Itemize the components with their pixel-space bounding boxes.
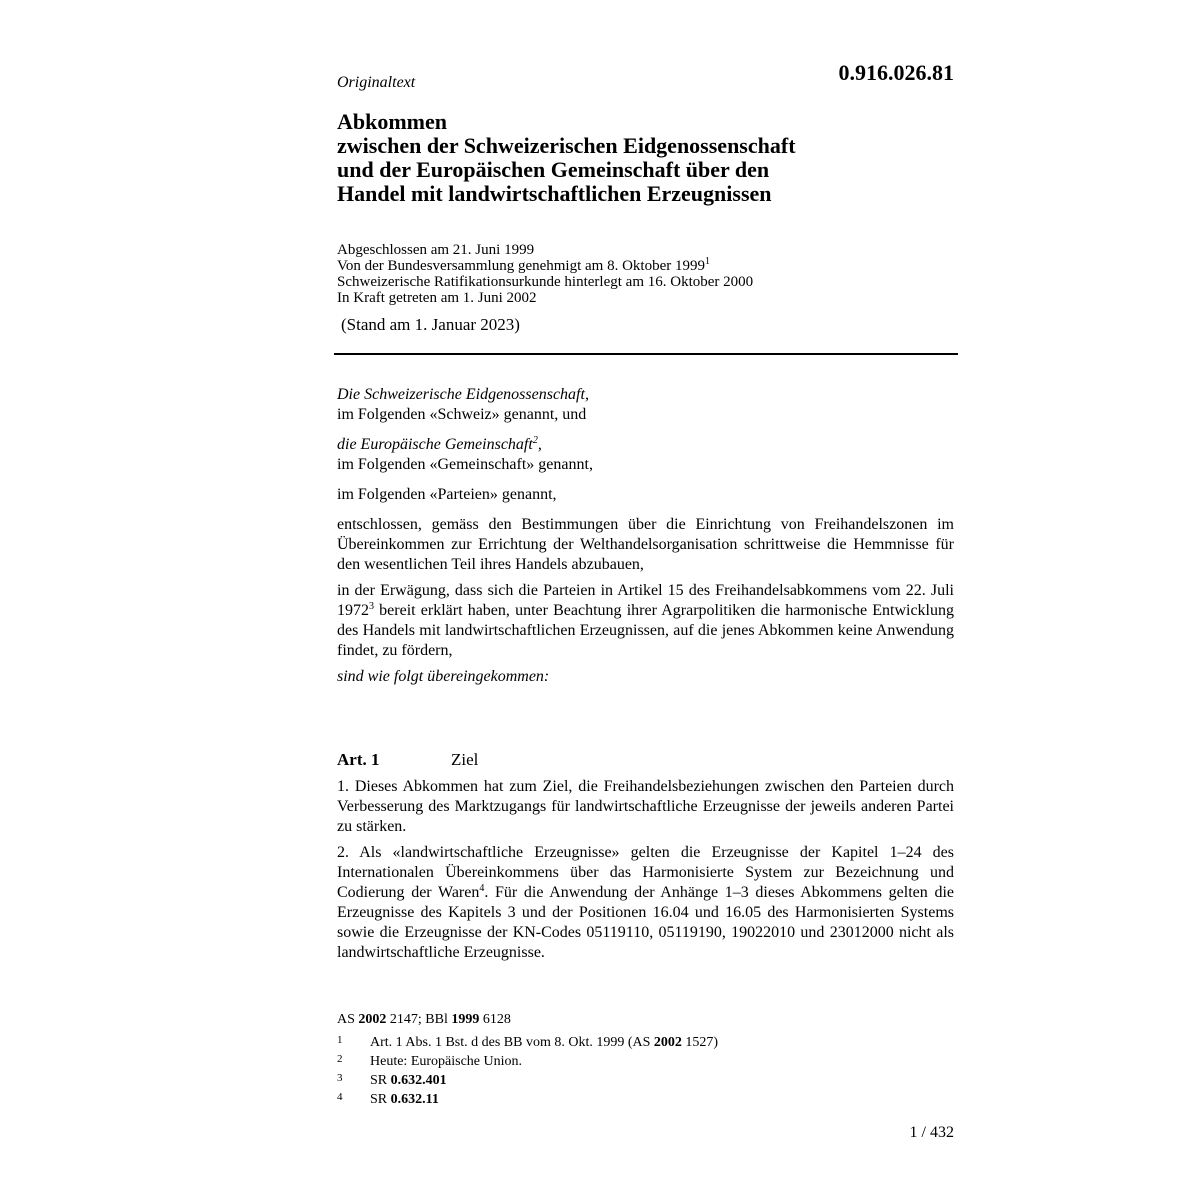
article-1-heading — [337, 750, 478, 770]
sr-number: 0.916.026.81 — [838, 60, 954, 85]
party2-name: die Europäische Gemeinschaft — [337, 436, 533, 453]
footnote-2 — [337, 1051, 718, 1070]
agreed-clause: sind wie folgt übereingekommen: — [337, 668, 550, 685]
footnote-number: 2 — [337, 1053, 343, 1065]
footnote-text: SR — [370, 1092, 391, 1107]
party-switzerland — [337, 385, 954, 425]
footnote-ref-1[interactable]: 1 — [705, 256, 710, 267]
party-community — [337, 435, 954, 475]
original-text-label: Originaltext — [337, 74, 416, 91]
footnote-text: Heute: Europäische Union. — [370, 1054, 523, 1069]
article-number: Art. 1 — [337, 750, 380, 769]
party2-alias: im Folgenden «Gemeinschaft» genannt, — [337, 456, 593, 473]
document-metadata — [337, 242, 753, 306]
para2-text-a: 2. Als «landwirtschaftliche Erzeugnisse» gelten die Erzeugnisse der Kapitel 1–24 des Internationalen Übereinkommens über das Harmonisierte System zur Bezeichnung und Codierung der Waren — [337, 844, 954, 901]
approval-text: Von der Bundesversammlung genehmigt am 8. Oktober 1999 — [337, 258, 705, 274]
footnote-bold[interactable]: 0.632.401 — [390, 1073, 447, 1088]
footnote-1 — [337, 1032, 718, 1051]
article-1-paragraph-1: 1. Dieses Abkommen hat zum Ziel, die Freihandelsbeziehungen zwischen den Parteien durch Verbesserung des Marktzugangs für landwirtschaftliche Erzeugnisse der jeweils anderen Partei zu stärken. — [337, 778, 954, 835]
official-sources — [337, 1012, 511, 1028]
footnote-number: 1 — [337, 1034, 343, 1046]
as-year: 2002 — [358, 1012, 387, 1027]
bbl-year: 1999 — [451, 1012, 480, 1027]
footnote-ref-2[interactable]: 2 — [532, 435, 538, 446]
concluded-date: Abgeschlossen am 21. Juni 1999 — [337, 242, 535, 258]
article-1-paragraph-2 — [337, 843, 954, 963]
recital2-text-a: in der Erwägung, dass sich die Parteien in Artikel 15 des Freihandelsabkommens vom 22. Juli 1972 — [337, 582, 954, 619]
as-page: 2147; BBl — [386, 1012, 452, 1027]
status-date: (Stand am 1. Januar 2023) — [341, 315, 520, 334]
para2-text-b: . Für die Anwendung der Anhänge 1–3 dieses Abkommens gelten die Erzeugnisse des Kapitels 3 und der Positionen 16.04 und 16.05 des Harmonisierten Systems sowie die Erzeugnisse der KN-Codes 05119110, 05119190, 19022010 und 23012000 nicht als landwirtschaftliche Erzeugnisse. — [337, 884, 954, 961]
header-divider — [334, 353, 958, 355]
footnote-text: SR — [370, 1073, 391, 1088]
footnote-text-end: 1527) — [681, 1035, 719, 1050]
footnote-3 — [337, 1070, 718, 1089]
party1-name: Die Schweizerische Eidgenossenschaft, — [337, 386, 589, 403]
document-title — [337, 110, 796, 206]
bbl-page: 6128 — [479, 1012, 511, 1027]
approval-date — [337, 258, 753, 274]
title-line-4: Handel mit landwirtschaftlichen Erzeugnissen — [337, 181, 772, 206]
title-line-1: Abkommen — [337, 109, 448, 134]
footnote-ref-4[interactable]: 4 — [479, 883, 485, 894]
article-title: Ziel — [451, 750, 479, 769]
preamble — [337, 385, 954, 693]
title-line-2: zwischen der Schweizerischen Eidgenossenschaft — [337, 133, 796, 158]
as-label: AS — [337, 1012, 359, 1027]
title-line-3: und der Europäischen Gemeinschaft über den — [337, 157, 770, 182]
recital-1: entschlossen, gemäss den Bestimmungen über die Einrichtung von Freihandelszonen im Übereinkommen zur Errichtung der Welthandelsorganisation schrittweise die Hemmnisse für den wesentlichen Teil ihres Handels abzubauen, — [337, 516, 954, 573]
party2-comma: , — [537, 436, 542, 453]
ratification-date: Schweizerische Ratifikationsurkunde hinterlegt am 16. Oktober 2000 — [337, 274, 754, 290]
footnote-bold[interactable]: 0.632.11 — [390, 1092, 439, 1107]
in-force-date: In Kraft getreten am 1. Juni 2002 — [337, 290, 537, 306]
party1-alias: im Folgenden «Schweiz» genannt, und — [337, 406, 587, 423]
footnotes — [337, 1032, 718, 1108]
footnote-number: 3 — [337, 1072, 343, 1084]
party2-name-line — [337, 435, 954, 455]
footnote-text: Art. 1 Abs. 1 Bst. d des BB vom 8. Okt. 1999 (AS — [370, 1035, 654, 1050]
footnote-number: 4 — [337, 1091, 343, 1103]
parties-alias: im Folgenden «Parteien» genannt, — [337, 486, 557, 503]
footnote-4 — [337, 1089, 718, 1108]
page-number: 1 / 432 — [909, 1124, 954, 1141]
recital-2 — [337, 581, 954, 661]
article-1-body — [337, 777, 954, 969]
footnote-bold: 2002 — [653, 1035, 682, 1050]
recital2-text-b: bereit erklärt haben, unter Beachtung ihrer Agrarpolitiken die harmonische Entwicklung des Handels mit landwirtschaftlichen Erzeugnissen, auf die jenes Abkommen keine Anwendung findet, zu fördern, — [337, 602, 954, 659]
footnote-ref-3[interactable]: 3 — [369, 601, 374, 612]
